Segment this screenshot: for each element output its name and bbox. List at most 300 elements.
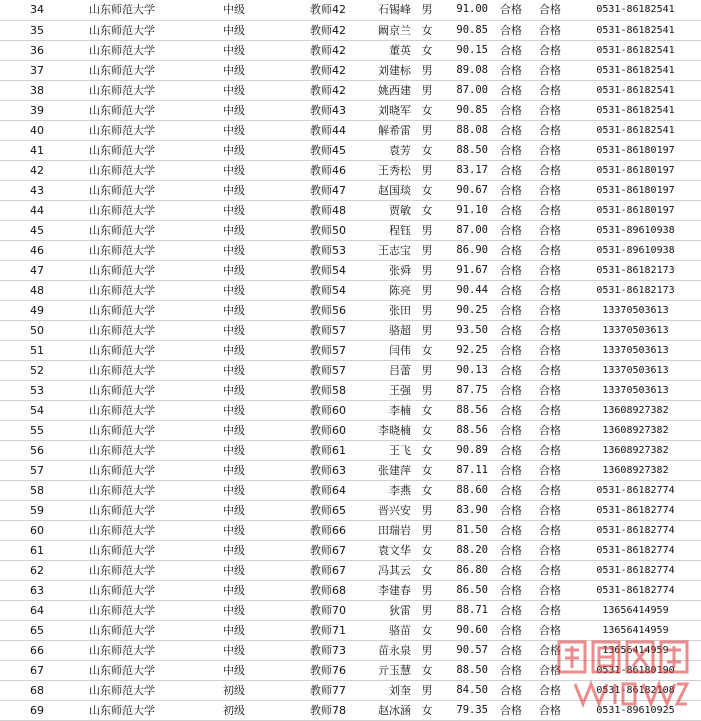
sex-cell: 女 (416, 20, 438, 40)
result2-cell: 合格 (530, 260, 570, 280)
name-cell: 阚京兰 (352, 20, 416, 40)
result1-cell: 合格 (492, 620, 530, 640)
sex-cell: 男 (416, 0, 438, 20)
result1-cell: 合格 (492, 660, 530, 680)
row-number: 51 (0, 340, 52, 360)
score-cell: 91.67 (438, 260, 492, 280)
name-cell: 吕蕾 (352, 360, 416, 380)
table-row (0, 20, 701, 40)
row-number: 52 (0, 360, 52, 380)
table-row (0, 220, 701, 240)
result2-cell: 合格 (530, 460, 570, 480)
phone-cell: 0531-86182774 (570, 480, 701, 500)
result2-cell: 合格 (530, 480, 570, 500)
level-cell: 中级 (179, 660, 254, 680)
name-cell: 李楠 (352, 400, 416, 420)
sex-cell: 男 (416, 120, 438, 140)
teacher-cell: 教师42 (254, 60, 352, 80)
school-cell: 山东师范大学 (52, 120, 179, 140)
result1-cell: 合格 (492, 180, 530, 200)
phone-cell: 0531-86182541 (570, 80, 701, 100)
school-cell: 山东师范大学 (52, 420, 179, 440)
score-cell: 90.44 (438, 280, 492, 300)
result1-cell: 合格 (492, 320, 530, 340)
result1-cell: 合格 (492, 20, 530, 40)
result1-cell: 合格 (492, 120, 530, 140)
name-cell: 董英 (352, 40, 416, 60)
score-cell: 88.50 (438, 140, 492, 160)
table-row (0, 520, 701, 540)
school-cell: 山东师范大学 (52, 380, 179, 400)
result2-cell: 合格 (530, 280, 570, 300)
phone-cell: 0531-86182541 (570, 60, 701, 80)
row-number: 41 (0, 140, 52, 160)
result1-cell: 合格 (492, 40, 530, 60)
result1-cell: 合格 (492, 80, 530, 100)
row-number: 54 (0, 400, 52, 420)
table-row (0, 540, 701, 560)
score-cell: 88.08 (438, 120, 492, 140)
score-cell: 93.50 (438, 320, 492, 340)
table-row (0, 680, 701, 700)
row-number: 55 (0, 420, 52, 440)
level-cell: 中级 (179, 100, 254, 120)
teacher-cell: 教师76 (254, 660, 352, 680)
score-cell: 90.57 (438, 640, 492, 660)
phone-cell: 0531-86182774 (570, 540, 701, 560)
result1-cell: 合格 (492, 60, 530, 80)
level-cell: 中级 (179, 420, 254, 440)
level-cell: 中级 (179, 580, 254, 600)
level-cell: 中级 (179, 480, 254, 500)
row-number: 67 (0, 660, 52, 680)
result2-cell: 合格 (530, 160, 570, 180)
table-row (0, 700, 701, 720)
sex-cell: 男 (416, 500, 438, 520)
score-cell: 81.50 (438, 520, 492, 540)
row-number: 43 (0, 180, 52, 200)
score-cell: 88.20 (438, 540, 492, 560)
sex-cell: 女 (416, 140, 438, 160)
level-cell: 中级 (179, 120, 254, 140)
level-cell: 中级 (179, 280, 254, 300)
table-row (0, 140, 701, 160)
phone-cell: 0531-86182541 (570, 0, 701, 20)
phone-cell: 13656414959 (570, 640, 701, 660)
score-cell: 88.71 (438, 600, 492, 620)
school-cell: 山东师范大学 (52, 60, 179, 80)
teacher-cell: 教师57 (254, 340, 352, 360)
name-cell: 亓玉慧 (352, 660, 416, 680)
sex-cell: 男 (416, 220, 438, 240)
result1-cell: 合格 (492, 420, 530, 440)
result1-cell: 合格 (492, 580, 530, 600)
row-number: 58 (0, 480, 52, 500)
score-cell: 86.50 (438, 580, 492, 600)
level-cell: 中级 (179, 540, 254, 560)
result2-cell: 合格 (530, 220, 570, 240)
table-row (0, 180, 701, 200)
level-cell: 中级 (179, 320, 254, 340)
score-cell: 90.25 (438, 300, 492, 320)
name-cell: 王强 (352, 380, 416, 400)
sex-cell: 女 (416, 440, 438, 460)
table-row (0, 40, 701, 60)
teacher-cell: 教师60 (254, 400, 352, 420)
teacher-cell: 教师57 (254, 360, 352, 380)
result2-cell: 合格 (530, 620, 570, 640)
sex-cell: 女 (416, 460, 438, 480)
school-cell: 山东师范大学 (52, 320, 179, 340)
sex-cell: 男 (416, 680, 438, 700)
sex-cell: 男 (416, 320, 438, 340)
result2-cell: 合格 (530, 100, 570, 120)
sex-cell: 女 (416, 560, 438, 580)
name-cell: 陈亮 (352, 280, 416, 300)
phone-cell: 0531-86180197 (570, 180, 701, 200)
row-number: 45 (0, 220, 52, 240)
level-cell: 中级 (179, 440, 254, 460)
table-row (0, 160, 701, 180)
result2-cell: 合格 (530, 500, 570, 520)
school-cell: 山东师范大学 (52, 520, 179, 540)
name-cell: 姚西建 (352, 80, 416, 100)
teacher-cell: 教师44 (254, 120, 352, 140)
teacher-cell: 教师53 (254, 240, 352, 260)
row-number: 40 (0, 120, 52, 140)
name-cell: 袁芳 (352, 140, 416, 160)
table-row (0, 260, 701, 280)
name-cell: 骆苗 (352, 620, 416, 640)
result2-cell: 合格 (530, 440, 570, 460)
sex-cell: 女 (416, 180, 438, 200)
school-cell: 山东师范大学 (52, 240, 179, 260)
level-cell: 中级 (179, 20, 254, 40)
school-cell: 山东师范大学 (52, 680, 179, 700)
level-cell: 初级 (179, 700, 254, 720)
sex-cell: 女 (416, 40, 438, 60)
score-cell: 91.10 (438, 200, 492, 220)
result2-cell: 合格 (530, 400, 570, 420)
result1-cell: 合格 (492, 340, 530, 360)
phone-cell: 13608927382 (570, 400, 701, 420)
score-cell: 79.35 (438, 700, 492, 720)
teacher-cell: 教师70 (254, 600, 352, 620)
result2-cell: 合格 (530, 80, 570, 100)
result1-cell: 合格 (492, 540, 530, 560)
score-cell: 90.60 (438, 620, 492, 640)
result2-cell: 合格 (530, 640, 570, 660)
result1-cell: 合格 (492, 160, 530, 180)
name-cell: 袁文华 (352, 540, 416, 560)
sex-cell: 女 (416, 340, 438, 360)
sex-cell: 女 (416, 420, 438, 440)
level-cell: 中级 (179, 140, 254, 160)
row-number: 49 (0, 300, 52, 320)
result2-cell: 合格 (530, 320, 570, 340)
name-cell: 李晓楠 (352, 420, 416, 440)
result2-cell: 合格 (530, 560, 570, 580)
result2-cell: 合格 (530, 140, 570, 160)
school-cell: 山东师范大学 (52, 480, 179, 500)
table-row (0, 620, 701, 640)
score-cell: 90.85 (438, 100, 492, 120)
score-cell: 87.75 (438, 380, 492, 400)
table-row (0, 340, 701, 360)
teacher-cell: 教师58 (254, 380, 352, 400)
name-cell: 闫伟 (352, 340, 416, 360)
school-cell: 山东师范大学 (52, 640, 179, 660)
phone-cell: 0531-86182173 (570, 280, 701, 300)
row-number: 42 (0, 160, 52, 180)
phone-cell: 13370503613 (570, 320, 701, 340)
level-cell: 初级 (179, 680, 254, 700)
school-cell: 山东师范大学 (52, 440, 179, 460)
teacher-cell: 教师54 (254, 260, 352, 280)
level-cell: 中级 (179, 560, 254, 580)
result1-cell: 合格 (492, 280, 530, 300)
phone-cell: 0531-89610938 (570, 240, 701, 260)
phone-cell: 13370503613 (570, 380, 701, 400)
name-cell: 刘建标 (352, 60, 416, 80)
phone-cell: 13608927382 (570, 440, 701, 460)
score-cell: 90.67 (438, 180, 492, 200)
school-cell: 山东师范大学 (52, 0, 179, 20)
teacher-cell: 教师48 (254, 200, 352, 220)
name-cell: 骆超 (352, 320, 416, 340)
name-cell: 赵国琰 (352, 180, 416, 200)
score-cell: 84.50 (438, 680, 492, 700)
result2-cell: 合格 (530, 360, 570, 380)
result2-cell: 合格 (530, 600, 570, 620)
name-cell: 冯其云 (352, 560, 416, 580)
row-number: 65 (0, 620, 52, 640)
teacher-cell: 教师54 (254, 280, 352, 300)
school-cell: 山东师范大学 (52, 700, 179, 720)
teacher-cell: 教师63 (254, 460, 352, 480)
school-cell: 山东师范大学 (52, 220, 179, 240)
table-row (0, 60, 701, 80)
row-number: 38 (0, 80, 52, 100)
score-cell: 88.50 (438, 660, 492, 680)
result1-cell: 合格 (492, 360, 530, 380)
teacher-cell: 教师42 (254, 80, 352, 100)
school-cell: 山东师范大学 (52, 100, 179, 120)
score-cell: 90.15 (438, 40, 492, 60)
table-row (0, 440, 701, 460)
result1-cell: 合格 (492, 560, 530, 580)
sex-cell: 女 (416, 700, 438, 720)
row-number: 44 (0, 200, 52, 220)
result1-cell: 合格 (492, 520, 530, 540)
level-cell: 中级 (179, 240, 254, 260)
result1-cell: 合格 (492, 400, 530, 420)
teacher-cell: 教师43 (254, 100, 352, 120)
row-number: 35 (0, 20, 52, 40)
level-cell: 中级 (179, 620, 254, 640)
teacher-cell: 教师60 (254, 420, 352, 440)
table-row (0, 560, 701, 580)
table-row (0, 80, 701, 100)
name-cell: 狄雷 (352, 600, 416, 620)
school-cell: 山东师范大学 (52, 200, 179, 220)
phone-cell: 0531-86182774 (570, 500, 701, 520)
phone-cell: 13608927382 (570, 420, 701, 440)
phone-cell: 0531-86180190 (570, 660, 701, 680)
teacher-cell: 教师77 (254, 680, 352, 700)
result1-cell: 合格 (492, 600, 530, 620)
sex-cell: 女 (416, 200, 438, 220)
name-cell: 王秀松 (352, 160, 416, 180)
level-cell: 中级 (179, 200, 254, 220)
result2-cell: 合格 (530, 700, 570, 720)
table-row (0, 500, 701, 520)
row-number: 34 (0, 0, 52, 20)
phone-cell: 0531-86182774 (570, 580, 701, 600)
school-cell: 山东师范大学 (52, 580, 179, 600)
sex-cell: 男 (416, 580, 438, 600)
row-number: 56 (0, 440, 52, 460)
result1-cell: 合格 (492, 220, 530, 240)
sex-cell: 女 (416, 480, 438, 500)
result2-cell: 合格 (530, 540, 570, 560)
teacher-cell: 教师65 (254, 500, 352, 520)
teacher-cell: 教师67 (254, 560, 352, 580)
table-row (0, 380, 701, 400)
sex-cell: 男 (416, 160, 438, 180)
sex-cell: 男 (416, 80, 438, 100)
result1-cell: 合格 (492, 300, 530, 320)
level-cell: 中级 (179, 40, 254, 60)
phone-cell: 0531-86182541 (570, 20, 701, 40)
teacher-cell: 教师78 (254, 700, 352, 720)
row-number: 53 (0, 380, 52, 400)
level-cell: 中级 (179, 0, 254, 20)
result2-cell: 合格 (530, 60, 570, 80)
result2-cell: 合格 (530, 240, 570, 260)
phone-cell: 0531-86182774 (570, 520, 701, 540)
level-cell: 中级 (179, 60, 254, 80)
sex-cell: 男 (416, 640, 438, 660)
level-cell: 中级 (179, 180, 254, 200)
result2-cell: 合格 (530, 0, 570, 20)
phone-cell: 13656414959 (570, 620, 701, 640)
school-cell: 山东师范大学 (52, 400, 179, 420)
row-number: 36 (0, 40, 52, 60)
row-number: 69 (0, 700, 52, 720)
teacher-cell: 教师71 (254, 620, 352, 640)
teacher-cell: 教师42 (254, 20, 352, 40)
score-cell: 83.90 (438, 500, 492, 520)
score-cell: 88.56 (438, 400, 492, 420)
score-cell: 90.85 (438, 20, 492, 40)
row-number: 66 (0, 640, 52, 660)
phone-cell: 0531-86180197 (570, 140, 701, 160)
row-number: 61 (0, 540, 52, 560)
result1-cell: 合格 (492, 200, 530, 220)
result2-cell: 合格 (530, 660, 570, 680)
result2-cell: 合格 (530, 180, 570, 200)
name-cell: 王志宝 (352, 240, 416, 260)
phone-cell: 0531-89610938 (570, 220, 701, 240)
teacher-cell: 教师68 (254, 580, 352, 600)
phone-cell: 0531-86182541 (570, 120, 701, 140)
teacher-cell: 教师42 (254, 40, 352, 60)
phone-cell: 13370503613 (570, 300, 701, 320)
sex-cell: 女 (416, 100, 438, 120)
result2-cell: 合格 (530, 300, 570, 320)
table-row (0, 240, 701, 260)
result1-cell: 合格 (492, 140, 530, 160)
school-cell: 山东师范大学 (52, 660, 179, 680)
result1-cell: 合格 (492, 480, 530, 500)
name-cell: 石锡峰 (352, 0, 416, 20)
result1-cell: 合格 (492, 440, 530, 460)
name-cell: 刘晓军 (352, 100, 416, 120)
school-cell: 山东师范大学 (52, 140, 179, 160)
phone-cell: 0531-89610925 (570, 700, 701, 720)
school-cell: 山东师范大学 (52, 280, 179, 300)
row-number: 62 (0, 560, 52, 580)
school-cell: 山东师范大学 (52, 560, 179, 580)
result1-cell: 合格 (492, 240, 530, 260)
score-cell: 86.90 (438, 240, 492, 260)
table-row (0, 320, 701, 340)
school-cell: 山东师范大学 (52, 160, 179, 180)
level-cell: 中级 (179, 260, 254, 280)
school-cell: 山东师范大学 (52, 620, 179, 640)
name-cell: 张田 (352, 300, 416, 320)
name-cell: 贾敏 (352, 200, 416, 220)
table-row (0, 600, 701, 620)
phone-cell: 0531-86182774 (570, 560, 701, 580)
name-cell: 刘奎 (352, 680, 416, 700)
score-cell: 87.00 (438, 220, 492, 240)
result2-cell: 合格 (530, 580, 570, 600)
teacher-cell: 教师67 (254, 540, 352, 560)
table-row (0, 100, 701, 120)
school-cell: 山东师范大学 (52, 20, 179, 40)
phone-cell: 13370503613 (570, 340, 701, 360)
table-row (0, 580, 701, 600)
row-number: 37 (0, 60, 52, 80)
result1-cell: 合格 (492, 0, 530, 20)
level-cell: 中级 (179, 360, 254, 380)
row-number: 57 (0, 460, 52, 480)
table-row (0, 640, 701, 660)
result1-cell: 合格 (492, 640, 530, 660)
name-cell: 李建春 (352, 580, 416, 600)
sex-cell: 女 (416, 540, 438, 560)
level-cell: 中级 (179, 80, 254, 100)
row-number: 64 (0, 600, 52, 620)
school-cell: 山东师范大学 (52, 80, 179, 100)
result1-cell: 合格 (492, 100, 530, 120)
sex-cell: 男 (416, 600, 438, 620)
school-cell: 山东师范大学 (52, 500, 179, 520)
phone-cell: 0531-86182541 (570, 100, 701, 120)
teacher-cell: 教师73 (254, 640, 352, 660)
teacher-cell: 教师56 (254, 300, 352, 320)
sex-cell: 女 (416, 620, 438, 640)
table-row (0, 0, 701, 20)
score-cell: 91.00 (438, 0, 492, 20)
result1-cell: 合格 (492, 700, 530, 720)
table-row (0, 120, 701, 140)
score-cell: 88.60 (438, 480, 492, 500)
teacher-cell: 教师61 (254, 440, 352, 460)
sex-cell: 男 (416, 240, 438, 260)
